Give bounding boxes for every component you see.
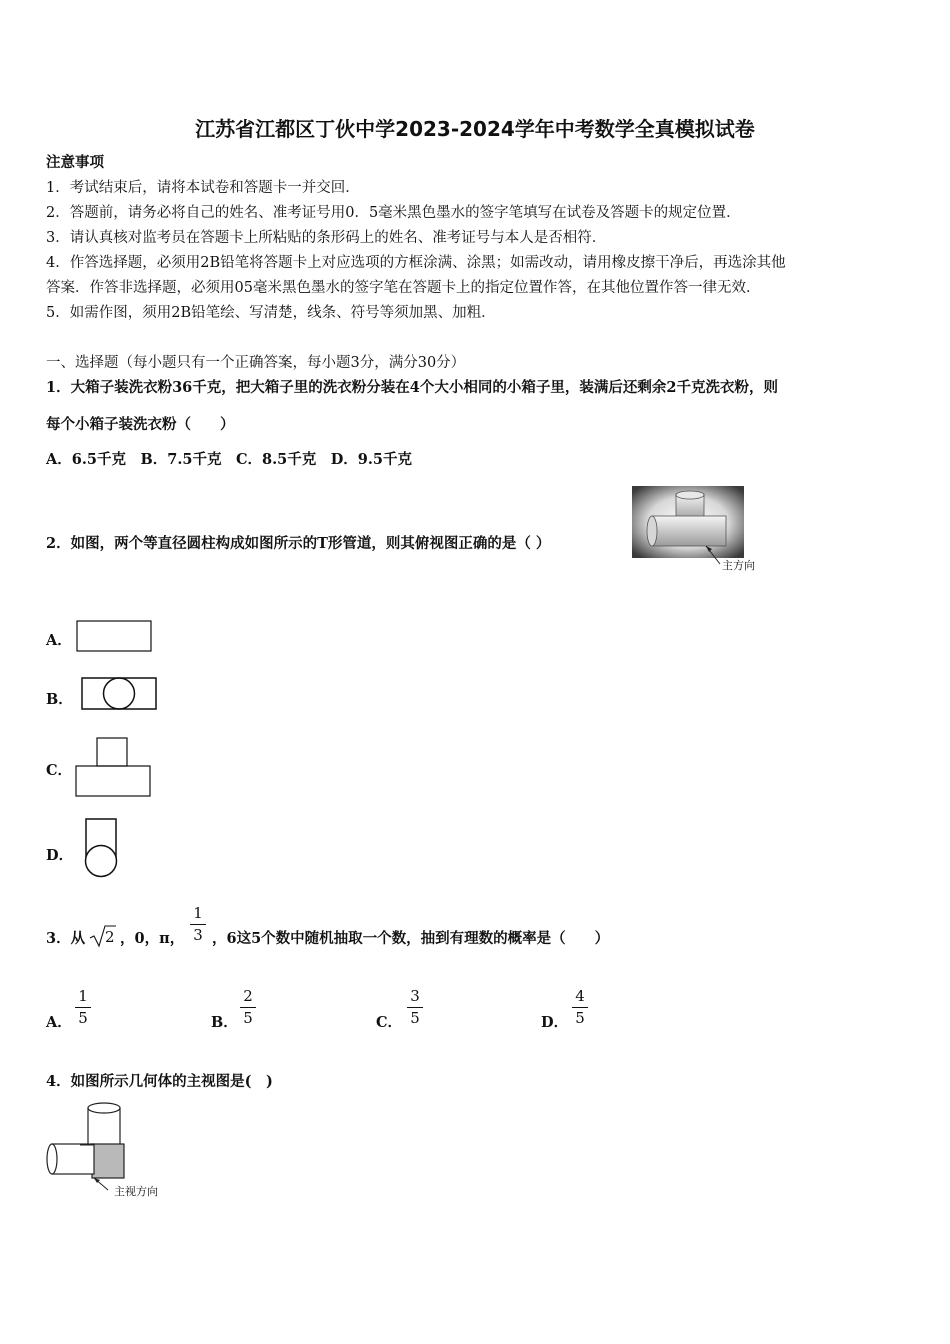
q3-option-b-fraction [240,987,256,1027]
q3-option-d-label: D． [541,1014,569,1031]
q2-option-b-label: B． [46,691,73,708]
frac-num: 4 [575,987,585,1005]
notice-item: 5．如需作图，须用2B铅笔绘、写清楚，线条、符号等须加黑、加粗． [46,305,496,321]
frac-den: 5 [407,1007,423,1027]
notice-item: 2．答题前，请务必将自己的姓名、准考证号用0．5毫米黑色墨水的签字笔填写在试卷及答题卡的规定位置． [46,205,741,221]
q3-suffix: ，6这5个数中随机抽取一个数，抽到有理数的概率是（ ） [212,930,610,947]
frac-num: 2 [243,987,253,1005]
notice-item: 4．作答选择题，必须用2B铅笔将答题卡上对应选项的方框涂满、涂黑；如需改动，请用橡皮擦干净后，再选涂其他 [46,255,786,271]
q3-option-c-fraction [407,987,423,1027]
q2-stem: 2．如图，两个等直径圆柱构成如图所示的T形管道，则其俯视图正确的是（ ） [46,535,551,552]
q3-option-d-fraction [572,987,588,1027]
q4-figure-label: 主视方向 [114,1185,158,1198]
q2-option-b-figure [80,676,160,712]
section-heading: 一、选择题（每小题只有一个正确答案，每小题3分，满分30分） [46,355,466,371]
q2-option-a-label: A． [46,632,72,649]
q3-option-c-label: C． [376,1014,403,1031]
q3-fraction [190,904,206,944]
q2-option-d-figure [82,817,122,881]
q2-option-a-figure [76,620,154,654]
notice-item: 答案．作答非选择题，必须用05毫米黑色墨水的签字笔在答题卡上的指定位置作答，在其他位置作答一律无效． [46,280,761,296]
frac-den: 5 [240,1007,256,1027]
q4-stem: 4．如图所示几何体的主视图是( ) [46,1073,273,1090]
q3-middle: ，0，π， [120,930,185,947]
frac-den: 5 [572,1007,588,1027]
q3-option-a-label: A． [46,1014,72,1031]
q3-frac-den: 3 [190,924,206,944]
q3-sqrt-radicand: 2 [105,928,115,946]
page-title: 江苏省江都区丁伙中学2023-2024学年中考数学全真模拟试卷 [195,117,755,141]
frac-den: 5 [75,1007,91,1027]
q1-stem-line2: 每个小箱子装洗衣粉（ ） [46,416,235,433]
frac-num: 1 [78,987,88,1005]
frac-num: 3 [410,987,420,1005]
q3-prefix: 3．从 [46,930,86,947]
q3-frac-num: 1 [193,904,203,922]
q2-option-d-label: D． [46,847,74,864]
q2-figure-label: 主方向 [722,559,755,572]
notice-item: 3．请认真核对监考员在答题卡上所粘贴的条形码上的姓名、准考证号与本人是否相符． [46,230,607,246]
notice-item: 1．考试结束后，请将本试卷和答题卡一并交回． [46,180,360,196]
q3-option-a-fraction [75,987,91,1027]
q2-option-c-figure [74,736,154,800]
q1-stem-line1: 1．大箱子装洗衣粉36千克，把大箱子里的洗衣粉分装在4个大小相同的小箱子里，装满后还剩余2千克洗衣粉，则 [46,379,778,396]
notice-heading: 注意事项 [46,154,104,171]
q1-options: A．6.5千克 B．7.5千克 C．8.5千克 D．9.5千克 [46,451,413,468]
q2-option-c-label: C． [46,762,73,779]
q3-option-b-label: B． [211,1014,238,1031]
